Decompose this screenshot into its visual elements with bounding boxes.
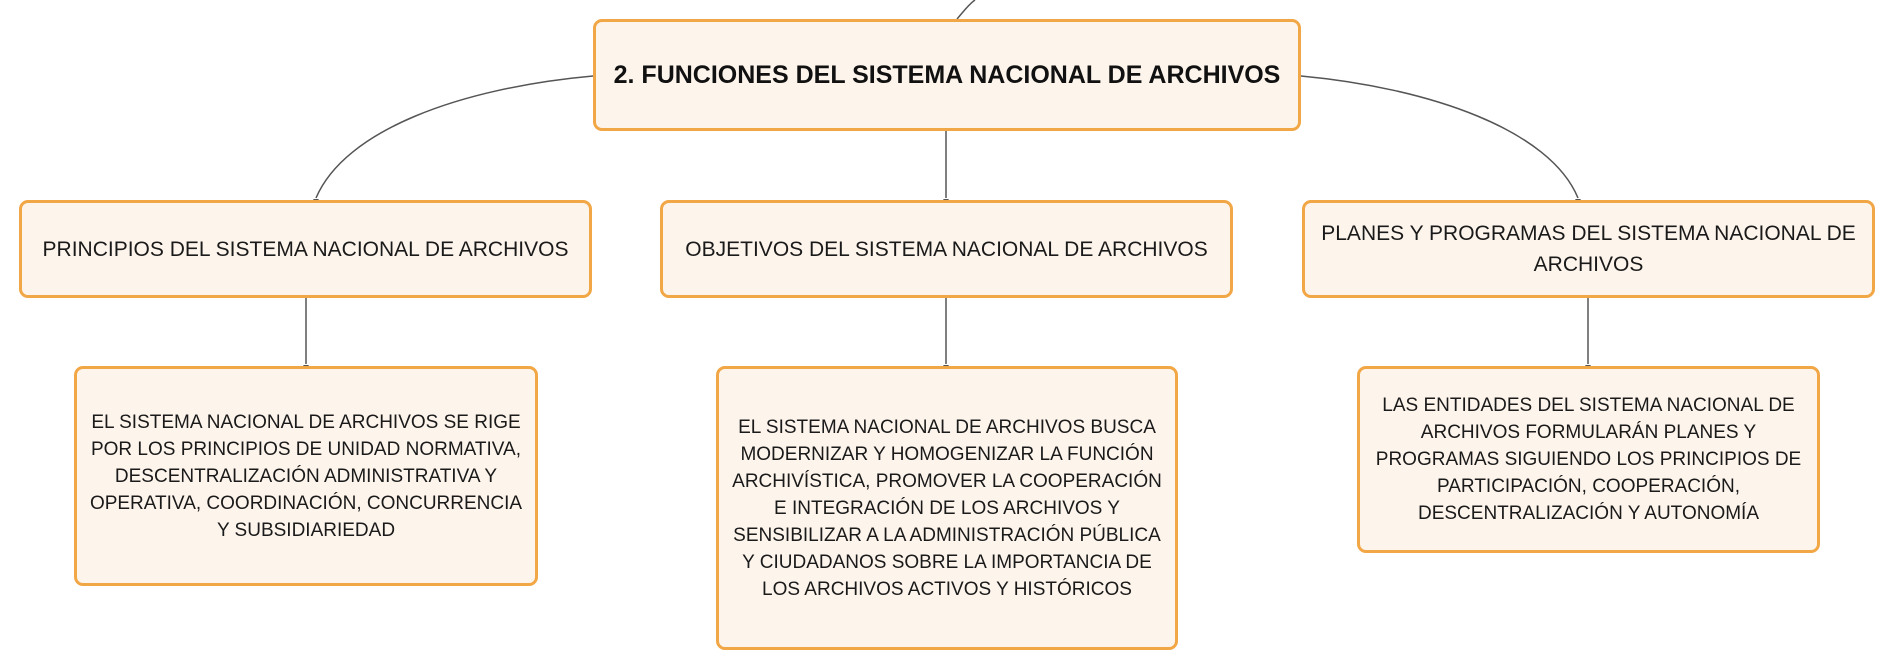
branch-title: PLANES Y PROGRAMAS DEL SISTEMA NACIONAL DE ARCHIVOS — [1321, 222, 1856, 276]
root-node[interactable] — [593, 19, 1301, 131]
detail-node-principios[interactable] — [74, 366, 538, 586]
connector-parent-to-root — [957, 0, 975, 19]
detail-text: EL SISTEMA NACIONAL DE ARCHIVOS BUSCA MODERNIZAR Y HOMOGENIZAR LA FUNCIÓN ARCHIVÍSTICA, PROMOVER LA COOPERACIÓN E INTEGRACIÓN DE LOS ARCHIVOS Y SENSIBILIZAR A LA ADMINISTRACIÓN PÚBLICA Y CIUDADANOS SOBRE LA IMPORTANCIA DE LOS ARCHIVOS ACTIVOS Y HISTÓRICOS — [732, 416, 1162, 600]
branch-title: OBJETIVOS DEL SISTEMA NACIONAL DE ARCHIVOS — [685, 237, 1208, 261]
branch-node-objetivos[interactable] — [660, 200, 1233, 298]
connector-root-to-principios — [316, 76, 593, 198]
detail-node-objetivos[interactable] — [716, 366, 1178, 650]
detail-text: LAS ENTIDADES DEL SISTEMA NACIONAL DE ARCHIVOS FORMULARÁN PLANES Y PROGRAMAS SIGUIENDO LOS PRINCIPIOS DE PARTICIPACIÓN, COOPERACIÓN, DESCENTRALIZACIÓN Y AUTONOMÍA — [1375, 395, 1802, 524]
branch-title: PRINCIPIOS DEL SISTEMA NACIONAL DE ARCHIVOS — [42, 237, 569, 261]
root-title: 2. FUNCIONES DEL SISTEMA NACIONAL DE ARCHIVOS — [613, 60, 1281, 89]
detail-text: EL SISTEMA NACIONAL DE ARCHIVOS SE RIGE POR LOS PRINCIPIOS DE UNIDAD NORMATIVA, DESCENTRALIZACIÓN ADMINISTRATIVA Y OPERATIVA, COORDINACIÓN, CONCURRENCIA Y SUBSIDIARIEDAD — [89, 411, 523, 541]
connector-root-to-planes — [1301, 76, 1578, 198]
detail-node-planes[interactable] — [1357, 366, 1820, 553]
branch-node-planes[interactable] — [1302, 200, 1875, 298]
branch-node-principios[interactable] — [19, 200, 592, 298]
